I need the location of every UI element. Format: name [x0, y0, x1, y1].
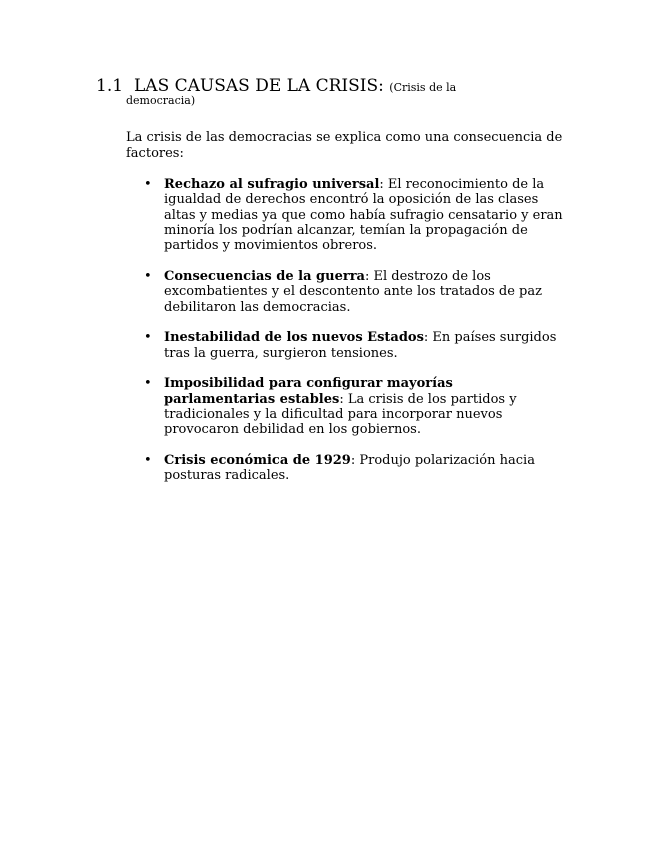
bullet-icon: • — [144, 177, 152, 192]
intro-paragraph: La crisis de las democracias se explica como una consecuencia de factores: — [126, 130, 563, 161]
bullet-icon: • — [144, 453, 152, 469]
list-item — [126, 453, 566, 484]
item-title: Rechazo al sufragio universal — [164, 177, 380, 192]
section-subtitle: (Crisis de la — [389, 81, 457, 94]
item-text: : Produjo polarización hacia posturas radicales. — [164, 453, 535, 484]
section-number: 1.1 — [96, 76, 124, 96]
section-heading — [96, 76, 526, 108]
causes-list — [126, 177, 566, 499]
list-item — [126, 376, 566, 437]
item-title: Crisis económica de 1929 — [164, 453, 351, 469]
list-item — [126, 330, 566, 361]
item-title: Consecuencias de la guerra — [164, 268, 365, 284]
list-item — [126, 269, 566, 315]
item-title: Imposibilidad para configurar mayorías parlamentarias estables — [164, 376, 453, 407]
section-title: LAS CAUSAS DE LA CRISIS: — [134, 76, 384, 96]
bullet-icon: • — [144, 376, 152, 392]
item-text: : El reconocimiento de la igualdad de derechos encontró la oposición de las clases altas y medias ya que como había sufragio censatario y eran minoría los podrían alcanzar, temían la propagación de partidos y movimientos obreros. — [164, 177, 563, 254]
section-subtitle-continuation: democracia) — [126, 94, 196, 107]
item-text: : El destrozo de los excombatientes y el descontento ante los tratados de paz debilitaron las democracias. — [164, 268, 542, 315]
bullet-icon: • — [144, 268, 152, 284]
item-text: : La crisis de los partidos y tradicionales y la dificultad para incorporar nuevos provocaron debilidad en los gobiernos. — [164, 391, 517, 438]
list-item — [126, 177, 566, 253]
item-title: Inestabilidad de los nuevos Estados — [164, 330, 424, 346]
item-text: : En países surgidos tras la guerra, surgieron tensiones. — [164, 330, 557, 361]
bullet-icon: • — [144, 330, 152, 346]
